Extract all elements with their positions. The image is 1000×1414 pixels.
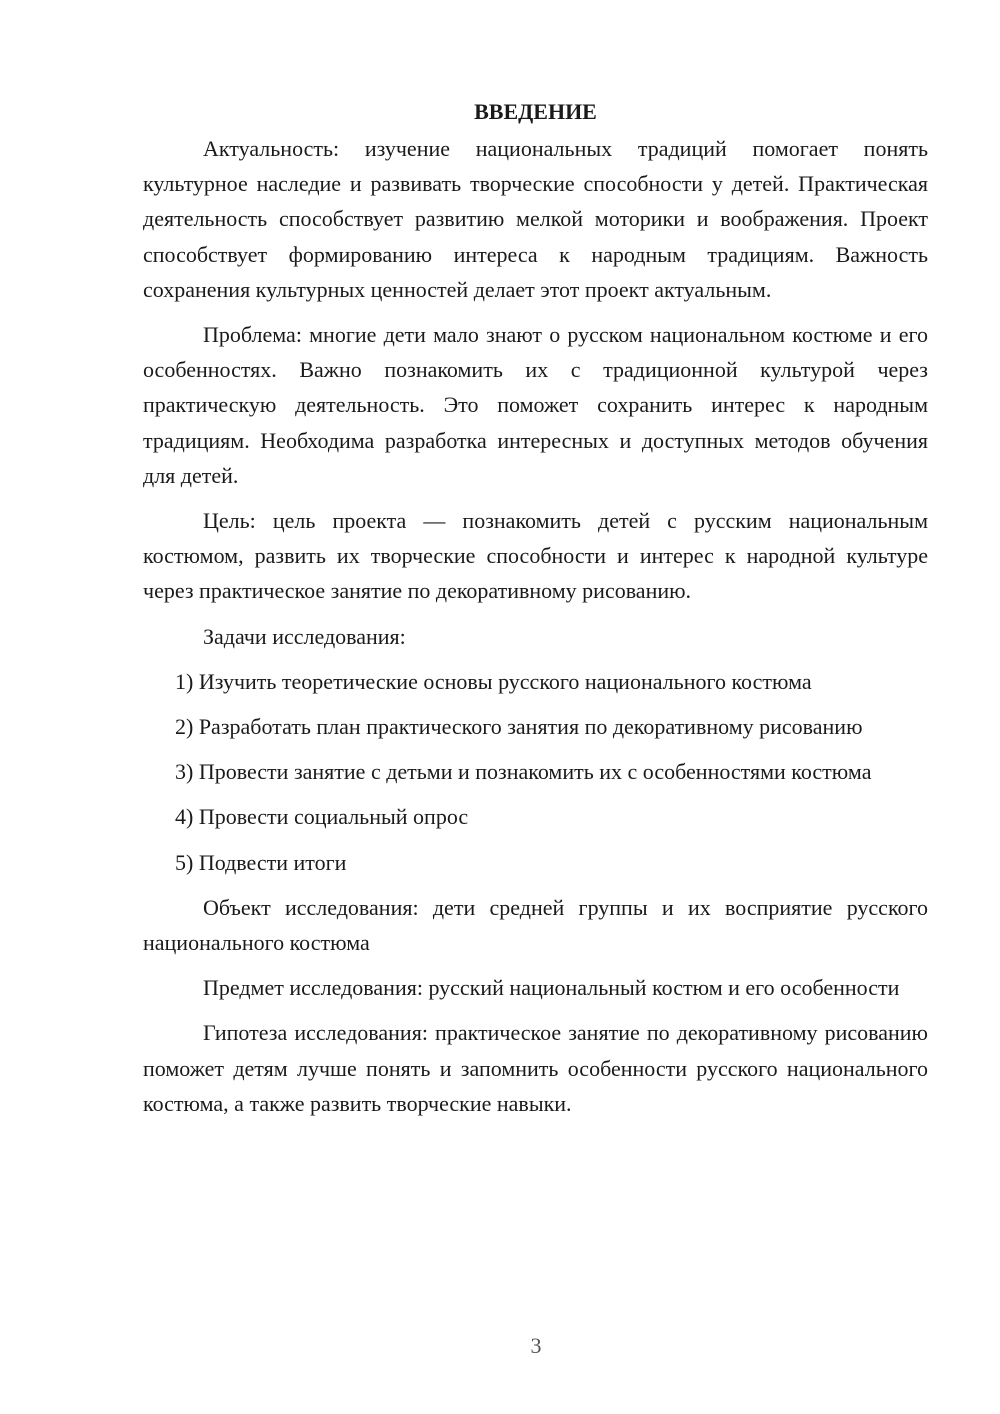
tasks-heading: Задачи исследования: bbox=[203, 623, 406, 649]
task-item-4: 4) Провести социальный опрос bbox=[175, 804, 469, 830]
paragraph-problem: Проблема: многие дети мало знают о русском национальном костюме и его особенностях. Важно познакомить их с традиционной культурой через практическую деятельность. Это поможет сохранить интерес к народным традициям. Необходима разработка интересных и доступных методов обучения для детей. bbox=[143, 322, 928, 488]
page-content bbox=[143, 94, 928, 1131]
task-item-2: 2) Разработать план практического занятия по декоративному рисованию bbox=[175, 714, 863, 740]
paragraph-hypothesis: Гипотеза исследования: практическое занятие по декоративному рисованию поможет детям лучше понять и запомнить особенности русского национального костюма, а также развить творческие навыки. bbox=[143, 1020, 928, 1116]
task-item-3: 3) Провести занятие с детьми и познакомить их с особенностями костюма bbox=[175, 759, 872, 785]
paragraph-object: Объект исследования: дети средней группы и их восприятие русского национального костюма bbox=[143, 894, 928, 956]
paragraph-subject: Предмет исследования: русский национальный костюм и его особенности bbox=[203, 975, 900, 1001]
paragraph-goal: Цель: цель проекта — познакомить детей с русским национальным костюмом, развить их творческие способности и интерес к народной культуре через практическое занятие по декоративному рисованию. bbox=[143, 508, 928, 604]
task-item-1: 1) Изучить теоретические основы русского национального костюма bbox=[175, 668, 812, 694]
page-title: ВВЕДЕНИЕ bbox=[474, 99, 597, 124]
paragraph-relevance: Актуальность: изучение национальных традиций помогает понять культурное наследие и развивать творческие способности у детей. Практическая деятельность способствует развитию мелкой моторики и воображения. Проект способствует формированию интереса к народным традициям. Важность сохранения культурных ценностей делает этот проект актуальным. bbox=[143, 136, 928, 302]
tasks-list bbox=[143, 664, 928, 880]
task-item-5: 5) Подвести итоги bbox=[175, 849, 347, 875]
page-number: 3 bbox=[530, 1333, 542, 1358]
